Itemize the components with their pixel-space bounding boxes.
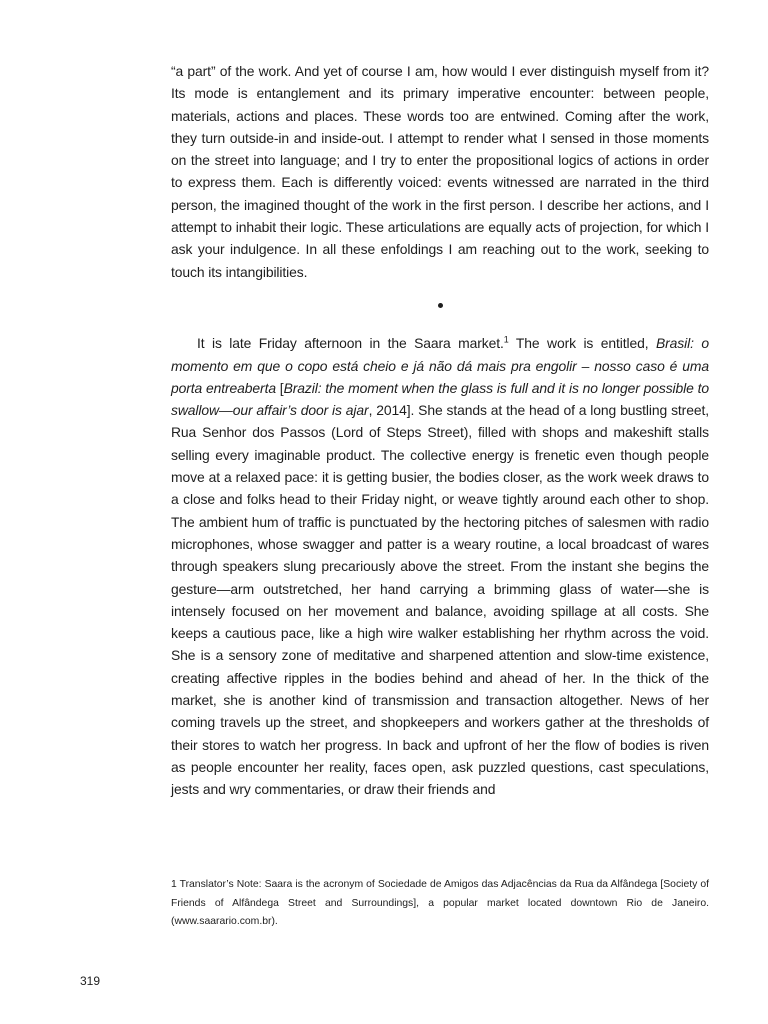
page-number: 319 — [80, 974, 101, 988]
work-title-portuguese: Brasil: o momento em que o copo está cheio e já não dá mais pra engolir – nosso caso é uma porta entreaberta — [171, 335, 709, 396]
section-separator — [171, 294, 709, 316]
footnote-reference: 1 — [503, 334, 509, 345]
footnote-text: 1 Translator’s Note: Saara is the acronym of Sociedade de Amigos das Adjacências da Rua da Alfândega [Society of Friends of Alfândega Street and Surroundings], a popular market located downtown Rio de Janeiro. (www.saarario.com.br). — [171, 879, 709, 927]
footnote — [171, 876, 709, 932]
paragraph-1: “a part” of the work. And yet of course I am, how would I ever distinguish myself from it? Its mode is entanglement and its primary imperative encounter: between people, materials, actions and places. These words too are entwined. Coming after the work, they turn outside-in and inside-out. I attempt to render what I sensed in those moments on the street into language; and I try to enter the propositional logics of actions in order to express them. Each is differently voiced: events witnessed are narrated in the third person, the imagined thought of the work in the first person. I describe her actions, and I attempt to inhabit their logic. These articulations are equally acts of projection, for which I ask your indulgence. In all these enfoldings I am reaching out to the work, seeking to touch its intangibilities. — [171, 63, 709, 280]
body-text — [171, 60, 709, 801]
bracket-open: [ — [275, 379, 284, 396]
paragraph-2-after-ref: The work is entitled, — [508, 335, 656, 352]
paragraph-2 — [171, 332, 709, 800]
paragraph-2-rest: , 2014]. She stands at the head of a long bustling street, Rua Senhor dos Passos (Lord of Steps Street), filled with shops and makeshift stalls selling every imaginable product. The collective energy is frenetic even though people move at a relaxed pace: it is getting busier, the bodies closer, as the work week draws to a close and folks head to their Friday night, or weave tightly around each other to shop. The ambient hum of traffic is punctuated by the hectoring pitches of salesmen with radio microphones, whose swagger and patter is a weary routine, a local broadcast of wares through speakers slung precariously above the street. From the instant she begins the gesture—arm outstretched, her hand carrying a brimming glass of water—she is intensely focused on her movement and balance, avoiding spillage at all costs. She keeps a cautious pace, like a high wire walker establishing her rhythm across the void. She is a sensory zone of meditative and sharpened attention and slow-time existence, creating affective ripples in the bodies behind and ahead of her. In the thick of the market, she is another kind of transmission and transaction altogether. News of her coming travels up the street, and shopkeepers and workers gather at the thresholds of their stores to watch her progress. In back and upfront of her the flow of bodies is riven as people encounter her reality, faces open, ask puzzled questions, cast speculations, jests and wry commentaries, or draw their friends and — [171, 402, 709, 798]
work-title-english: Brazil: the moment when the glass is full and it is no longer possible to swallow—our affair’s door is ajar — [171, 379, 709, 419]
paragraph-2-intro: It is late Friday afternoon in the Saara market. — [197, 335, 504, 352]
separator-bullet-icon — [438, 303, 443, 308]
